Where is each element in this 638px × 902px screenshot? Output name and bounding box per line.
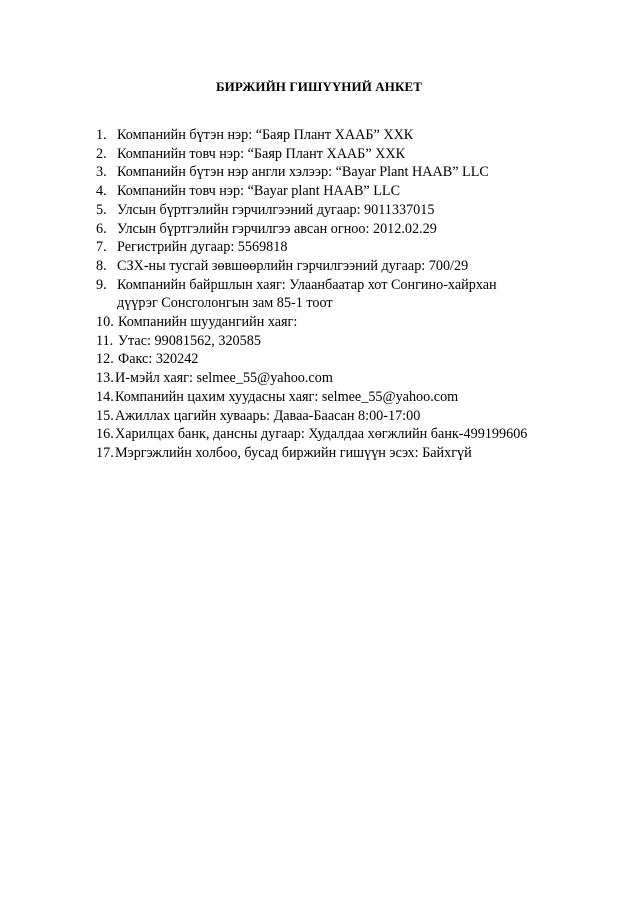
- item-text: Компанийн байршлын хаяг: Улаанбаатар хот Сонгино-хайрхан: [117, 276, 497, 293]
- list-item: [96, 238, 616, 257]
- list-item-continuation: дүүрэг Сонсголонгын зам 85-1 тоот: [117, 295, 333, 312]
- item-number: 11.: [96, 332, 114, 349]
- list-item: [96, 425, 616, 444]
- document-title: БИРЖИЙН ГИШҮҮНИЙ АНКЕТ: [215, 79, 423, 94]
- item-number: 1.: [96, 127, 107, 143]
- item-text: Компанийн шуудангийн хаяг:: [118, 314, 298, 331]
- list-item: [96, 182, 616, 201]
- list-item: [96, 163, 616, 182]
- item-text: Компанийн бүтэн нэр англи хэлээр: “Bayar Plant HAAB” LLC: [117, 164, 489, 181]
- list-item: [96, 257, 616, 276]
- item-number: 9.: [96, 276, 107, 293]
- item-text: Компанийн товч нэр: “Bayar plant HAAB” LLC: [117, 183, 401, 200]
- item-text: Компанийн товч нэр: “Баяр Плант ХААБ” ХХК: [117, 145, 406, 162]
- item-number: 17.: [96, 444, 114, 461]
- item-text: Улсын бүртгэлийн гэрчилгээний дугаар: 9011337015: [117, 201, 435, 218]
- item-number: 16.: [96, 426, 114, 443]
- item-number: 3.: [96, 164, 107, 181]
- questionnaire-list: [96, 126, 616, 463]
- item-text: Компанийн бүтэн нэр: “Баяр Плант ХААБ” ХХК: [117, 127, 414, 143]
- list-item: [96, 126, 616, 145]
- item-text: Регистрийн дугаар: 5569818: [117, 239, 288, 256]
- list-item: [96, 350, 616, 369]
- item-text: Компанийн цахим хуудасны хаяг: selmee_55@yahoo.com: [115, 388, 459, 405]
- item-text: Харилцах банк, дансны дугаар: Худалдаа хөгжлийн банк-499199606: [115, 426, 528, 443]
- list-item: [96, 145, 616, 164]
- item-number: 12.: [96, 351, 114, 368]
- item-text: Утас: 99081562, 320585: [118, 332, 261, 349]
- item-text: И-мэйл хаяг: selmee_55@yahoo.com: [115, 370, 333, 387]
- list-item: [96, 201, 616, 220]
- list-item: [96, 220, 616, 239]
- list-item: [96, 407, 616, 426]
- item-number: 8.: [96, 257, 107, 274]
- item-text: Мэргэжлийн холбоо, бусад биржийн гишүүн эсэх: Байхгүй: [115, 444, 472, 461]
- item-number: 4.: [96, 183, 107, 200]
- item-text: Ажиллах цагийн хуваарь: Даваа-Баасан 8:00-17:00: [115, 407, 421, 424]
- item-text: Улсын бүртгэлийн гэрчилгээ авсан огноо: 2012.02.29: [117, 220, 437, 237]
- item-number: 6.: [96, 220, 107, 237]
- item-number: 5.: [96, 201, 107, 218]
- list-item: [96, 369, 616, 388]
- item-number: 14.: [96, 388, 114, 405]
- list-item: [96, 444, 616, 463]
- item-number: 15.: [96, 407, 114, 424]
- list-item: [96, 313, 616, 332]
- item-number: 2.: [96, 145, 107, 162]
- list-item: [96, 276, 616, 295]
- item-number: 7.: [96, 239, 107, 256]
- item-number: 10.: [96, 314, 114, 331]
- list-item: [96, 332, 616, 351]
- item-text: Факс: 320242: [118, 351, 199, 368]
- item-text: СЗХ-ны тусгай зөвшөөрлийн гэрчилгээний дугаар: 700/29: [117, 257, 469, 274]
- item-number: 13.: [96, 370, 114, 387]
- list-item: [96, 388, 616, 407]
